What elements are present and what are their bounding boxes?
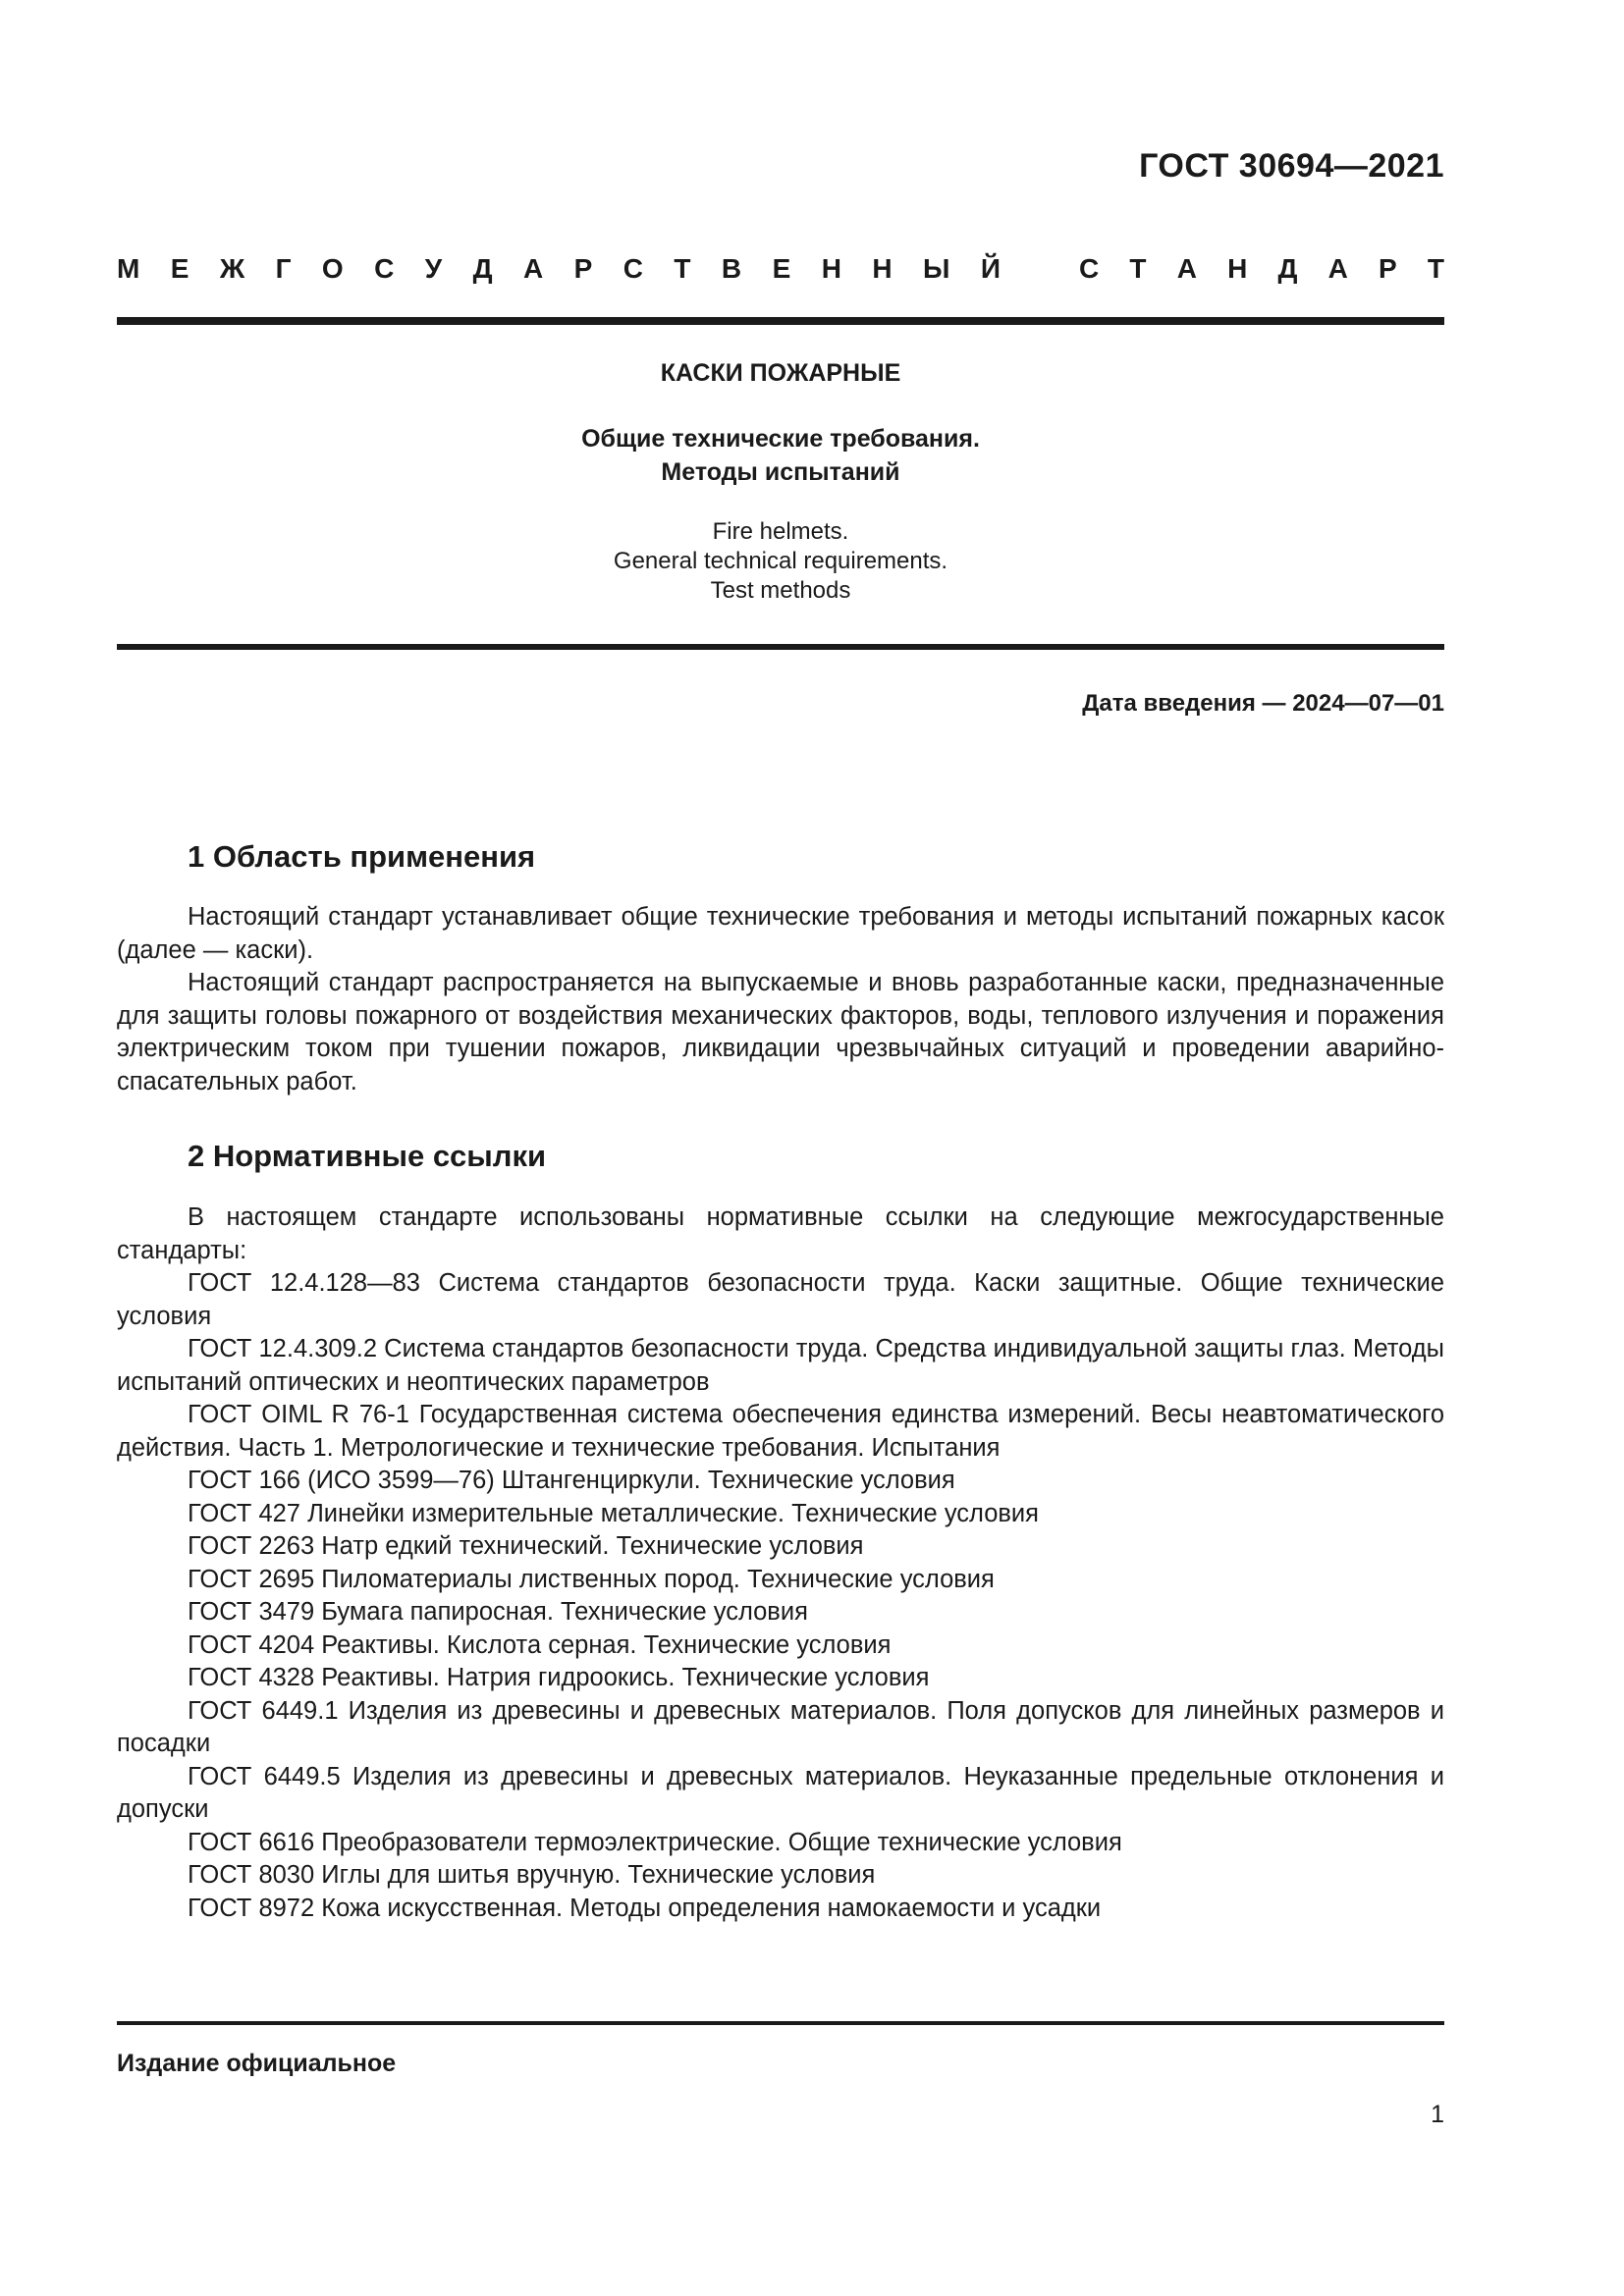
document-page — [117, 0, 1444, 2296]
document-subtitle — [117, 422, 1444, 489]
reference-item: ГОСТ 8972 Кожа искусственная. Методы определения намокаемости и усадки — [188, 1894, 1102, 1922]
scope-paragraph: Настоящий стандарт распространяется на выпускаемые и вновь разработанные каски, предназначенные для защиты головы пожарного от воздействия механических факторов, воды, теплового излучения и поражения электрическим током при тушении пожаров, ликвидации чрезвычайных ситуаций и проведении аварийно-спасательных работ. — [117, 969, 1444, 1095]
english-title-line: Test methods — [710, 577, 851, 604]
english-title-line: General technical requirements. — [613, 548, 948, 574]
reference-item: ГОСТ 2263 Натр едкий технический. Технические условия — [188, 1532, 864, 1560]
reference-item: ГОСТ 2695 Пиломатериалы лиственных пород. Технические условия — [188, 1565, 995, 1593]
official-edition-note: Издание официальное — [117, 2050, 397, 2077]
reference-item: ГОСТ 6616 Преобразователи термоэлектрические. Общие технические условия — [188, 1828, 1122, 1856]
reference-item: ГОСТ 12.4.309.2 Система стандартов безопасности труда. Средства индивидуальной защиты глаз. Методы испытаний оптических и неоптических параметров — [117, 1335, 1444, 1396]
section-heading-references: 2 Нормативные ссылки — [188, 1139, 547, 1173]
english-title — [117, 517, 1444, 606]
footer-rule — [117, 2021, 1444, 2025]
reference-item: ГОСТ 4204 Реактивы. Кислота серная. Технические условия — [188, 1630, 892, 1659]
subtitle-line: Общие технические требования. — [581, 425, 980, 453]
subtitle-line: Методы испытаний — [661, 458, 900, 486]
title-rule — [117, 644, 1444, 650]
reference-item: ГОСТ 6449.5 Изделия из древесины и древесных материалов. Неуказанные предельные отклонения и допуски — [117, 1762, 1444, 1823]
reference-item: ГОСТ 427 Линейки измерительные металлические. Технические условия — [188, 1499, 1039, 1527]
introduction-date: Дата введения — 2024—07—01 — [1082, 690, 1444, 717]
section-heading-scope: 1 Область применения — [188, 839, 536, 874]
standard-type-word-1: М Е Ж Г О С У Д А Р С Т В Е Н Н Ы Й — [117, 253, 1001, 284]
references-intro: В настоящем стандарте использованы нормативные ссылки на следующие межгосударственные стандарты: — [117, 1203, 1444, 1264]
scope-paragraph: Настоящий стандарт устанавливает общие технические требования и методы испытаний пожарных касок (далее — каски). — [117, 903, 1444, 964]
standard-type — [117, 253, 1444, 285]
reference-item: ГОСТ 4328 Реактивы. Натрия гидроокись. Технические условия — [188, 1664, 930, 1691]
reference-item: ГОСТ 12.4.128—83 Система стандартов безопасности труда. Каски защитные. Общие технические условия — [117, 1269, 1444, 1330]
reference-item: ГОСТ 166 (ИСО 3599—76) Штангенциркули. Технические условия — [188, 1467, 955, 1494]
header-rule — [117, 317, 1444, 325]
reference-item: ГОСТ 6449.1 Изделия из древесины и древесных материалов. Поля допусков для линейных размеров и посадки — [117, 1696, 1444, 1757]
english-title-line: Fire helmets. — [712, 518, 849, 545]
reference-item: ГОСТ OIML R 76-1 Государственная система обеспечения единства измерений. Весы неавтоматического действия. Часть 1. Метрологические и технические требования. Испытания — [117, 1401, 1444, 1462]
reference-item: ГОСТ 3479 Бумага папиросная. Технические условия — [188, 1598, 808, 1626]
document-number: ГОСТ 30694—2021 — [1139, 147, 1444, 185]
reference-item: ГОСТ 8030 Иглы для шитья вручную. Технические условия — [188, 1861, 876, 1889]
page-number: 1 — [1431, 2101, 1444, 2128]
document-title: КАСКИ ПОЖАРНЫЕ — [660, 359, 901, 387]
normative-references-list — [117, 1201, 1444, 1925]
standard-type-word-2: С Т А Н Д А Р Т — [1079, 253, 1444, 284]
